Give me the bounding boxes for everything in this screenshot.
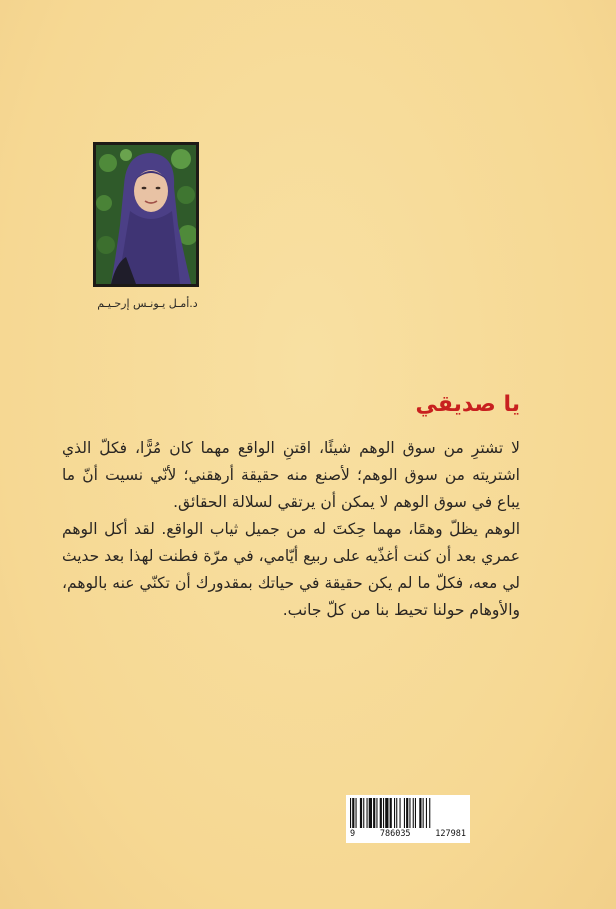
barcode-bar xyxy=(360,798,362,828)
blurb-paragraph: الوهم يظلّ وهمًا، مهما حِكتَ له من جميل ثياب الواقع. لقد أكل الوهم عمري بعد أن كنت أغذّيه على ربيع أيّامي، في مرّة فطنت لهذا بعد حديث لي معه، فكلّ ما لم يكن حقيقة في حياتك بمقدورك أن تكنّي عنه بالوهم، والأوهام حولنا تحيط بنا من كلّ جانب. xyxy=(62,520,520,619)
barcode-group-2: 127981 xyxy=(435,829,466,839)
barcode-bar xyxy=(404,798,405,828)
barcode-bars xyxy=(350,798,466,828)
blurb-heading: يا صديقي xyxy=(415,392,520,417)
barcode-bar xyxy=(363,798,364,828)
barcode-bar xyxy=(426,798,427,828)
barcode-bar xyxy=(373,798,375,828)
barcode-bar xyxy=(369,798,372,828)
barcode-bar xyxy=(415,798,416,828)
blurb-paragraph: لا تشترِ من سوق الوهم شيئًا، اقتنِ الواقع مهما كان مُرًّا، فكلّ الذي اشتريته من سوق الوهم؛ لأصنع منه حقيقة أرهقني؛ لأنّي نسيت أنّ ما يباع في سوق الوهم لا يمكن أن يرتقي لسلالة الحقائق. xyxy=(62,439,520,511)
isbn-barcode xyxy=(346,795,470,843)
barcode-group-1: 786035 xyxy=(379,829,411,839)
author-portrait-illustration xyxy=(96,145,196,284)
barcode-bar xyxy=(383,798,384,828)
barcode-bar xyxy=(356,798,357,828)
barcode-bar xyxy=(394,798,395,828)
barcode-bar xyxy=(396,798,397,828)
barcode-bar xyxy=(376,798,377,828)
blurb-text xyxy=(62,435,520,624)
barcode-bar xyxy=(385,798,388,828)
barcode-bar xyxy=(400,798,401,828)
barcode-bar xyxy=(350,798,351,828)
author-name: د.أمـل يـونـس إرحـيـم xyxy=(97,297,198,310)
barcode-bar xyxy=(419,798,421,828)
barcode-bar xyxy=(429,798,430,828)
barcode-bar xyxy=(367,798,368,828)
barcode-bar xyxy=(352,798,354,828)
barcode-number xyxy=(350,829,466,839)
author-photo-frame xyxy=(93,142,199,287)
barcode-bar xyxy=(409,798,410,828)
barcode-bar xyxy=(413,798,414,828)
barcode-bar xyxy=(423,798,424,828)
barcode-digit-first: 9 xyxy=(350,829,356,839)
barcode-bar xyxy=(390,798,392,828)
author-photo xyxy=(96,145,196,284)
barcode-bar xyxy=(406,798,408,828)
barcode-bar xyxy=(380,798,382,828)
